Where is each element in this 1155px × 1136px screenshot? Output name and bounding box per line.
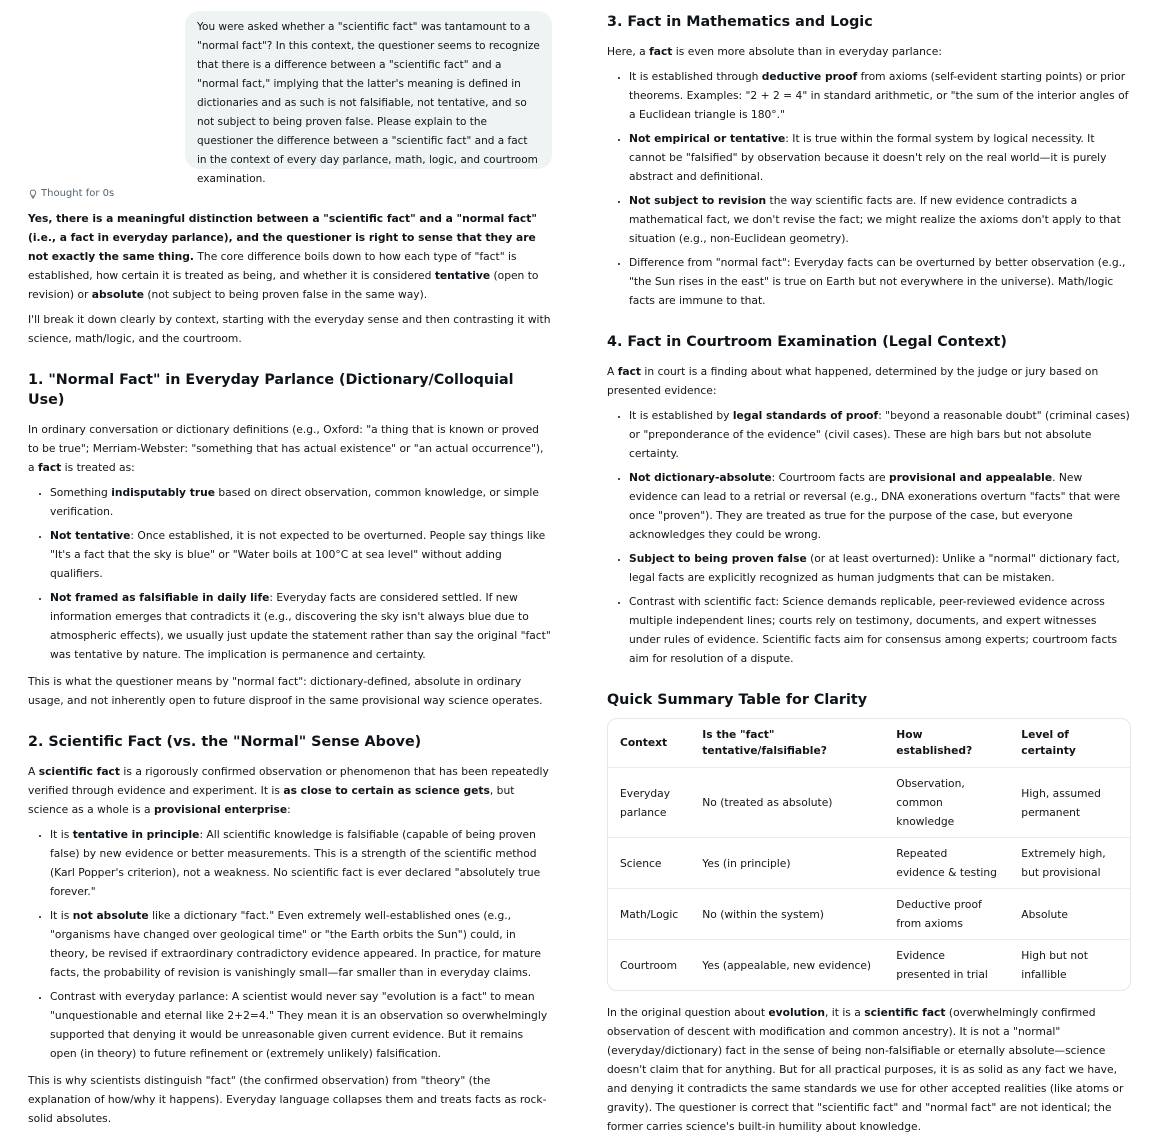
section-2-list [28, 825, 552, 1063]
table-cell: High but not infallible [1009, 940, 1130, 991]
section-1-list [28, 483, 552, 664]
section-4-list [607, 406, 1131, 668]
response-right-column [607, 12, 1131, 1136]
table-header-cell: Is the "fact" tentative/falsifiable? [702, 728, 827, 757]
list-item: • It is not absolute like a dictionary "fact." Even extremely well-established ones (e.g., "organisms have changed over geological time" or "the Earth orbits the Sun") could, in theory, be revised if extraordinary contradictory evidence appeared. In practice, for mature facts, the probability of revision is vanishingly small—far smaller than in everyday claims. [50, 906, 552, 982]
section-4-paragraph: A fact in court is a finding about what happened, determined by the judge or jury based on presented evidence: [607, 365, 1099, 397]
table-cell: High, assumed permanent [1009, 768, 1130, 838]
list-item: • It is established through deductive proof from axioms (self-evident starting points) or prior theorems. Examples: "2 + 2 = 4" in standard arithmetic, or "the sum of the interior angles of a Euclidean triangle is 180°." [629, 67, 1131, 124]
summary-table [608, 719, 1130, 990]
user-message-text: You were asked whether a "scientific fact" was tantamount to a "normal fact"? In this context, the questioner seems to recognize that there is a difference between a "scientific fact" and a "normal fact," implying that the latter's meaning is defined in dictionaries and as such is not falsifiable, not tentative, and so not subject to being proven false. Please explain to the questioner the difference between a "scientific fact" and a fact in the context of every day parlance, math, logic, and courtroom examination. [197, 21, 540, 185]
table-cell: No (treated as absolute) [690, 768, 884, 838]
section-3-list [607, 67, 1131, 310]
intro-paragraph-2: I'll break it down clearly by context, starting with the everyday sense and then contrasting it with science, math/logic, and the courtroom. [28, 313, 551, 345]
lightbulb-icon [28, 189, 38, 199]
table-row [608, 838, 1130, 889]
list-item: • Contrast with scientific fact: Science demands replicable, peer-reviewed evidence across multiple independent lines; courts rely on testimony, documents, and expert witnesses under rules of evidence. Scientific facts aim for consensus among experts; courtroom facts aim for resolution of a dispute. [629, 592, 1131, 668]
list-item: • Not tentative: Once established, it is not expected to be overturned. People say things like "It's a fact that the sky is blue" or "Water boils at 100°C at sea level" without adding qualifiers. [50, 526, 552, 583]
table-header-cell: How established? [896, 728, 973, 757]
table-header-row [608, 719, 1130, 768]
table-cell: Yes (in principle) [690, 838, 884, 889]
section-heading-normal-fact: 1. "Normal Fact" in Everyday Parlance (Dictionary/Colloquial Use) [28, 372, 514, 408]
section-2-paragraph: A scientific fact is a rigorously confirmed observation or phenomenon that has been repeatedly verified through evidence and experiment. It is as close to certain as science gets, but science as a whole is a provisional enterprise: [28, 765, 549, 816]
conclusion-paragraph: In the original question about evolution, it is a scientific fact (overwhelmingly confirmed observation of descent with modification and common ancestry). It is not a "normal" (everyday/dictionary) fact in the sense of being non-falsifiable or eternally absolute—science doesn't claim that for anything. But for all practical purposes, it is as solid as any fact we have, and denying it contradicts the same standards we use for other accepted realities (like atoms or gravity). The questioner is correct that "scientific fact" and "normal fact" are not identical; the former carries science's built-in humility about knowledge. [607, 1006, 1124, 1133]
table-row [608, 940, 1130, 991]
table-header-cell: Context [620, 736, 668, 749]
section-3-paragraph: Here, a fact is even more absolute than in everyday parlance: [607, 45, 942, 58]
user-message-bubble [185, 11, 552, 185]
table-cell: Deductive proof from axioms [884, 889, 1009, 940]
list-item: • Not framed as falsifiable in daily life: Everyday facts are considered settled. If new information emerges that contradicts it (e.g., discovering the sky isn't always blue due to atmospheric effects), we usually just update the statement rather than say the original "fact" was tentative by nature. The implication is permanence and certainty. [50, 588, 552, 664]
summary-table-container [607, 718, 1131, 991]
table-cell: Math/Logic [608, 889, 690, 940]
list-item: • It is tentative in principle: All scientific knowledge is falsifiable (capable of being proven false) by new evidence or better measurements. This is a strength of the scientific method (Karl Popper's criterion), not a weakness. No scientific fact is ever declared "absolutely true forever." [50, 825, 552, 901]
table-cell: Observation, common knowledge [884, 768, 1009, 838]
table-cell: Yes (appealable, new evidence) [690, 940, 884, 991]
table-cell: Evidence presented in trial [884, 940, 1009, 991]
list-item: • Not subject to revision the way scientific facts are. If new evidence contradicts a mathematical fact, we don't revise the fact; we might realize the axioms don't apply to that situation (e.g., non-Euclidean geometry). [629, 191, 1131, 248]
thought-indicator[interactable] [28, 188, 114, 199]
table-cell: No (within the system) [690, 889, 884, 940]
table-row [608, 889, 1130, 940]
section-heading-courtroom: 4. Fact in Courtroom Examination (Legal Context) [607, 334, 1007, 350]
list-item: • Difference from "normal fact": Everyday facts can be overturned by better observation (e.g., "the Sun rises in the east" is true on Earth but not everywhere in the universe). Math/logic facts are immune to that. [629, 253, 1131, 310]
table-cell: Everyday parlance [608, 768, 690, 838]
list-item: • Not dictionary-absolute: Courtroom facts are provisional and appealable. New evidence can lead to a retrial or reversal (e.g., DNA exonerations overturn "facts" that were once "proven"). They are treated as true for the purpose of the case, but everyone acknowledges they could be wrong. [629, 468, 1131, 544]
table-cell: Repeated evidence & testing [884, 838, 1009, 889]
section-1-paragraph: In ordinary conversation or dictionary definitions (e.g., Oxford: "a thing that is known or proved to be true"; Merriam-Webster: "something that has actual existence" or "an actual occurrence"), a fact is treated as: [28, 423, 544, 474]
list-item: • Contrast with everyday parlance: A scientist would never say "evolution is a fact" to mean "unquestionable and eternal like 2+2=4." They mean it is an observation so overwhelmingly supported that denying it would be unreasonable given current evidence. But it remains open (in theory) to future refinement or (extremely unlikely) falsification. [50, 987, 552, 1063]
table-cell: Courtroom [608, 940, 690, 991]
section-heading-math-logic: 3. Fact in Mathematics and Logic [607, 14, 873, 30]
summary-table-heading: Quick Summary Table for Clarity [607, 692, 868, 708]
list-item: • It is established by legal standards of proof: "beyond a reasonable doubt" (criminal cases) or "preponderance of the evidence" (civil cases). These are high bars but not absolute certainty. [629, 406, 1131, 463]
table-cell: Absolute [1009, 889, 1130, 940]
table-cell: Science [608, 838, 690, 889]
section-1-closing: This is what the questioner means by "normal fact": dictionary-defined, absolute in ordinary usage, and not inherently open to future disproof in the same provisional way science operates. [28, 675, 543, 707]
section-heading-scientific-fact: 2. Scientific Fact (vs. the "Normal" Sense Above) [28, 734, 422, 750]
list-item: • Subject to being proven false (or at least overturned): Unlike a "normal" dictionary fact, legal facts are explicitly recognized as human judgments that can be mistaken. [629, 549, 1131, 587]
section-2-closing: This is why scientists distinguish "fact" (the confirmed observation) from "theory" (the explanation of how/why it happens). Everyday language collapses them and treats facts as rock-solid absolutes. [28, 1074, 547, 1125]
list-item: • Not empirical or tentative: It is true within the formal system by logical necessity. It cannot be "falsified" by observation because it doesn't rely on the real world—it is purely abstract and definitional. [629, 129, 1131, 186]
table-cell: Extremely high, but provisional [1009, 838, 1130, 889]
list-item: • Something indisputably true based on direct observation, common knowledge, or simple verification. [50, 483, 552, 521]
response-left-column [28, 209, 552, 1128]
thought-label: Thought for 0s [41, 188, 115, 199]
intro-paragraph-1: Yes, there is a meaningful distinction between a "scientific fact" and a "normal fact" (i.e., a fact in everyday parlance), and the questioner is right to sense that they are not exactly the same thing. The core difference boils down to how each type of "fact" is established, how certain it is treated as being, and whether it is considered tentative (open to revision) or absolute (not subject to being proven false in the same way). [28, 212, 539, 301]
table-row [608, 768, 1130, 838]
table-header-cell: Level of certainty [1021, 728, 1076, 757]
